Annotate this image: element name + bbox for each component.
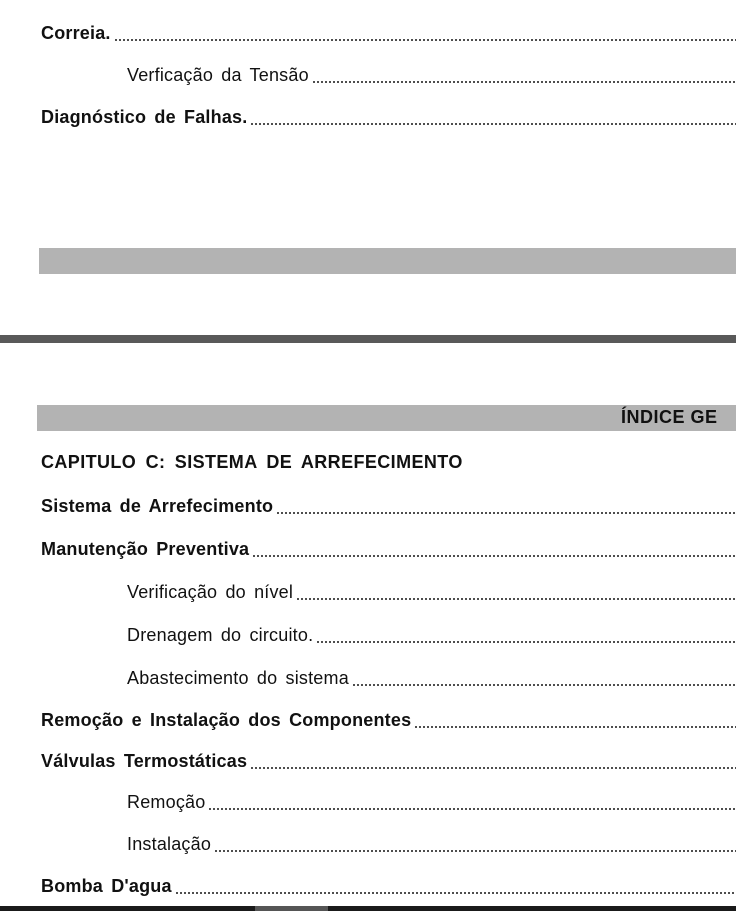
dot-leader [296, 579, 736, 601]
toc-entry-label: Remoção e Instalação dos Componentes [41, 710, 412, 730]
toc-entry-sistema-arrefecimento [41, 493, 736, 517]
toc-entry-label: Verificação do nível [127, 582, 294, 602]
toc-entry-abastecimento-sistema [127, 665, 736, 689]
footer-gray-band [39, 248, 736, 274]
dot-leader [208, 789, 736, 811]
index-header-label: ÍNDICE GE [621, 407, 718, 427]
dot-leader [316, 622, 736, 644]
index-header-band [37, 405, 736, 431]
dot-leader [175, 873, 736, 895]
toc-entry-label: Válvulas Termostáticas [41, 751, 248, 771]
toc-entry-remocao-instalacao-componentes [41, 707, 736, 731]
chapter-title: CAPITULO C: SISTEMA DE ARREFECIMENTO [41, 452, 463, 472]
toc-entry-remocao [127, 789, 736, 813]
toc-entry-manutencao-preventiva [41, 536, 736, 560]
dot-leader [250, 748, 736, 770]
dot-leader [352, 665, 736, 687]
toc-entry-label: Sistema de Arrefecimento [41, 496, 274, 516]
toc-entry-label: Instalação [127, 834, 212, 854]
toc-entry-label: Verficação da Tensão [127, 65, 309, 85]
toc-entry-instalacao [127, 831, 736, 855]
dot-leader [214, 831, 736, 853]
toc-entry-valvulas-termostaticas [41, 748, 736, 772]
dot-leader [414, 707, 736, 729]
dot-leader [114, 20, 736, 42]
toc-entry-correia [41, 20, 736, 44]
toc-entry-label: Correia. [41, 23, 111, 43]
toc-entry-drenagem-circuito [127, 622, 736, 646]
toc-entry-label: Bomba D'agua [41, 876, 172, 896]
scrollbar-thumb [255, 906, 328, 911]
dot-leader [252, 536, 736, 558]
toc-entry-label: Remoção [127, 792, 206, 812]
toc-entry-label: Diagnóstico de Falhas. [41, 107, 248, 127]
dot-leader [312, 62, 736, 84]
dot-leader [276, 493, 736, 515]
toc-entry-diagnostico-falhas [41, 104, 736, 128]
toc-entry-verificacao-nivel [127, 579, 736, 603]
dot-leader [250, 104, 736, 126]
page-divider [0, 335, 736, 343]
toc-entry-label: Manutenção Preventiva [41, 539, 250, 559]
bottom-edge-bar [0, 906, 736, 911]
toc-entry-verificacao-tensao [127, 62, 736, 86]
toc-entry-label: Abastecimento do sistema [127, 668, 349, 688]
toc-entry-bomba-dagua [41, 873, 736, 897]
toc-entry-label: Drenagem do circuito. [127, 625, 314, 645]
